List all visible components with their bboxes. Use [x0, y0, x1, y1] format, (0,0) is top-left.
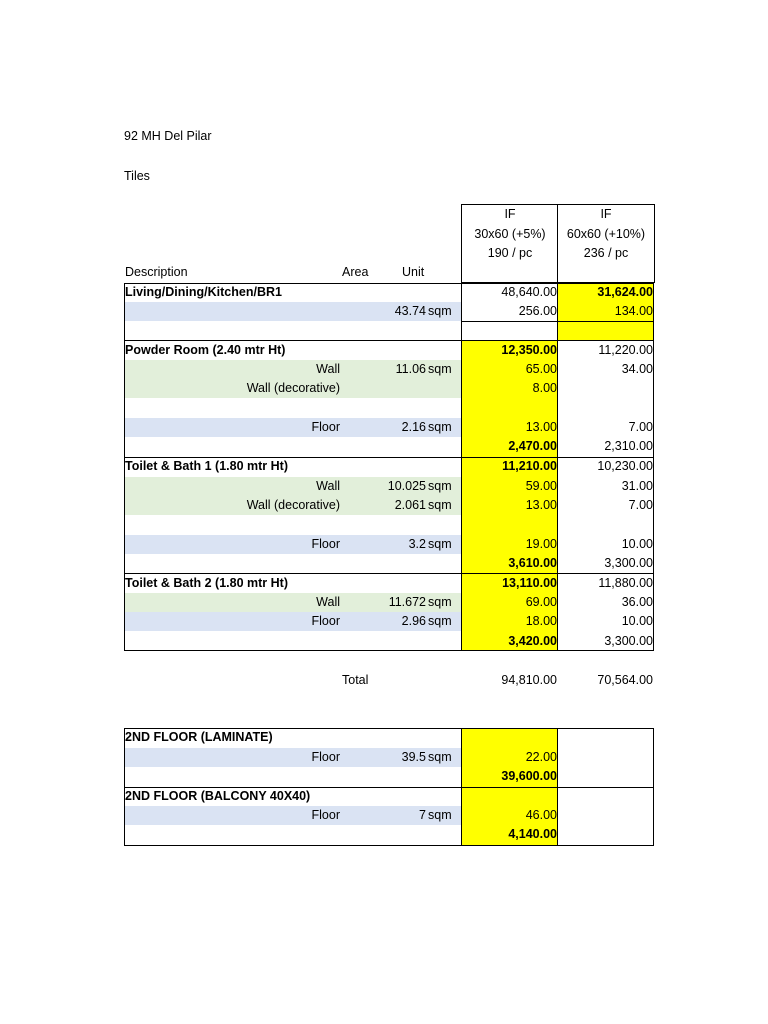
row-if1-value: 46.00 — [525, 808, 557, 822]
row-area: 2.96 — [401, 614, 426, 628]
row-if2-value: 10.00 — [621, 537, 653, 551]
row-unit: sqm — [428, 362, 452, 376]
total-if1-value: 94,810.00 — [501, 673, 557, 687]
header-area: Area — [342, 265, 369, 279]
row-if1-value: 12,350.00 — [501, 343, 557, 357]
table-row — [124, 632, 654, 651]
table-row — [124, 574, 654, 593]
row-if1-value: 59.00 — [525, 479, 557, 493]
col1-line2: 30x60 (+5%) — [474, 227, 546, 241]
row-unit: sqm — [428, 479, 452, 493]
row-description: Living/Dining/Kitchen/BR1 — [125, 285, 282, 299]
row-if1-value: 65.00 — [525, 362, 557, 376]
row-if2-subtotal: 3,300.00 — [604, 556, 653, 570]
row-if1-subtotal: 3,610.00 — [508, 556, 557, 570]
row-if1-value: 13.00 — [525, 420, 557, 434]
row-if1-value: 22.00 — [525, 750, 557, 764]
col1-line3: 190 / pc — [487, 246, 533, 260]
row-unit: sqm — [428, 420, 452, 434]
row-if2-subtotal: 3,300.00 — [604, 634, 653, 648]
table-row — [124, 787, 654, 806]
row-unit: sqm — [428, 537, 452, 551]
col2-line1: IF — [600, 207, 612, 221]
row-if2-value: 134.00 — [614, 304, 653, 318]
row-if1-value: 69.00 — [525, 595, 557, 609]
total-if2-value: 70,564.00 — [597, 673, 653, 687]
row-subitem: Wall (decorative) — [246, 498, 340, 512]
row-if1-subtotal: 4,140.00 — [508, 827, 557, 841]
row-if1-value: 13,110.00 — [502, 576, 557, 590]
row-subitem: Wall — [316, 479, 340, 493]
col2-line2: 60x60 (+10%) — [566, 227, 646, 241]
table-row — [124, 535, 654, 554]
row-if1-subtotal: 39,600.00 — [501, 769, 557, 783]
table-row — [124, 554, 654, 573]
row-if2-value: 7.00 — [628, 420, 653, 434]
row-if1-value: 13.00 — [525, 498, 557, 512]
row-if2-value: 10.00 — [621, 614, 653, 628]
table-row — [124, 593, 654, 612]
table-row — [124, 767, 654, 786]
table-row — [124, 496, 654, 515]
row-area: 2.16 — [401, 420, 426, 434]
table-row — [124, 321, 654, 340]
row-description: Toilet & Bath 1 (1.80 mtr Ht) — [125, 459, 288, 473]
table-row — [124, 806, 654, 825]
row-if1-value: 11,210.00 — [502, 459, 557, 473]
document-title: 92 MH Del Pilar — [124, 129, 212, 143]
row-if2-subtotal: 2,310.00 — [604, 439, 653, 453]
row-subitem: Wall — [316, 362, 340, 376]
row-subitem: Floor — [311, 808, 340, 822]
row-area: 2.061 — [394, 498, 426, 512]
row-if2-value: 11,880.00 — [598, 576, 653, 590]
table-row — [124, 516, 654, 535]
table-row — [124, 477, 654, 496]
row-description: Toilet & Bath 2 (1.80 mtr Ht) — [125, 576, 288, 590]
row-subitem: Wall — [316, 595, 340, 609]
row-unit: sqm — [428, 614, 452, 628]
table-row — [124, 360, 654, 379]
row-if1-value: 18.00 — [525, 614, 557, 628]
table-row — [124, 341, 654, 360]
table-row — [124, 283, 654, 302]
row-if1-subtotal: 3,420.00 — [508, 634, 557, 648]
table-row — [124, 399, 654, 418]
header-description: Description — [125, 265, 188, 279]
table-row — [124, 302, 654, 321]
row-if2-value: 31.00 — [621, 479, 653, 493]
row-subitem: Floor — [311, 420, 340, 434]
table-row — [124, 418, 654, 437]
table-row — [124, 825, 654, 844]
row-if2-value: 10,230.00 — [597, 459, 653, 473]
row-subitem: Floor — [311, 537, 340, 551]
row-unit: sqm — [428, 750, 452, 764]
row-unit: sqm — [428, 304, 452, 318]
row-if2-value: 34.00 — [621, 362, 653, 376]
row-unit: sqm — [428, 808, 452, 822]
table-row — [124, 379, 654, 398]
second-floor-table — [124, 728, 654, 846]
row-subitem: Floor — [311, 750, 340, 764]
table-row — [124, 728, 654, 747]
row-description: 2ND FLOOR (LAMINATE) — [125, 730, 273, 744]
row-area: 39.5 — [401, 750, 426, 764]
total-label: Total — [342, 673, 369, 687]
table-row — [124, 748, 654, 767]
main-table — [124, 283, 654, 651]
row-area: 7 — [419, 808, 426, 822]
row-if1-value: 19.00 — [525, 537, 557, 551]
row-area: 11.672 — [388, 595, 426, 609]
row-if2-value: 31,624.00 — [597, 285, 653, 299]
row-area: 10.025 — [387, 479, 426, 493]
row-if1-value: 48,640.00 — [501, 285, 557, 299]
row-unit: sqm — [428, 595, 452, 609]
row-unit: sqm — [428, 498, 452, 512]
row-description: Powder Room (2.40 mtr Ht) — [125, 343, 286, 357]
row-subitem: Wall (decorative) — [246, 381, 340, 395]
col2-line3: 236 / pc — [583, 246, 629, 260]
row-area: 3.2 — [408, 537, 426, 551]
row-if1-value: 8.00 — [532, 381, 557, 395]
row-area: 11.06 — [395, 362, 426, 376]
row-if2-value: 36.00 — [621, 595, 653, 609]
table-row — [124, 437, 654, 456]
row-if1-subtotal: 2,470.00 — [508, 439, 557, 453]
row-if2-value: 7.00 — [628, 498, 653, 512]
col1-line1: IF — [504, 207, 516, 221]
table-row — [124, 457, 654, 476]
table-row — [124, 612, 654, 631]
row-description: 2ND FLOOR (BALCONY 40X40) — [125, 789, 311, 803]
header-unit: Unit — [402, 265, 425, 279]
row-area: 43.74 — [394, 304, 426, 318]
row-subitem: Floor — [311, 614, 340, 628]
row-if2-value: 11,220.00 — [598, 343, 653, 357]
document-subtitle: Tiles — [124, 169, 150, 183]
row-if1-value: 256.00 — [518, 304, 557, 318]
